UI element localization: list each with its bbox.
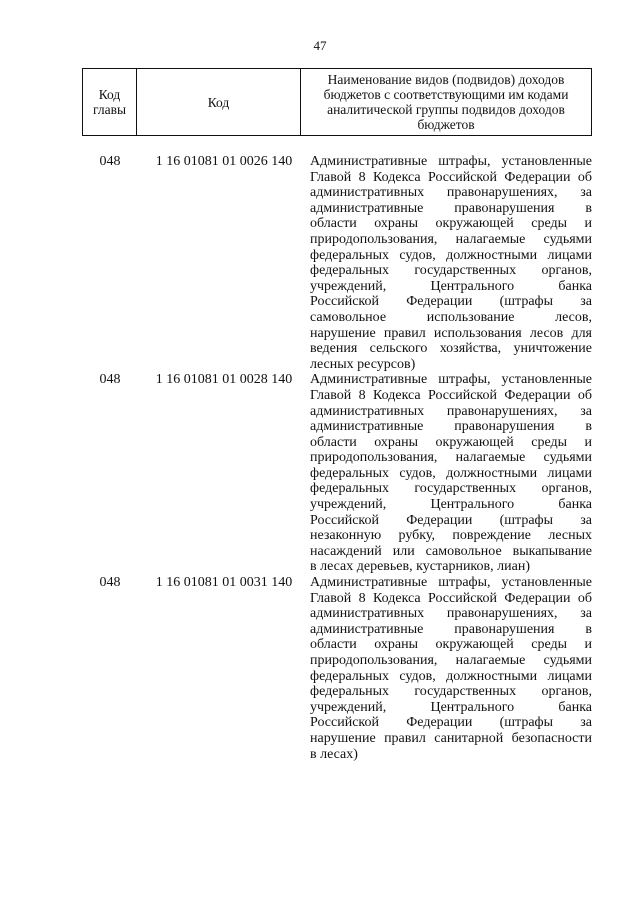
description-line: административные правонарушения в [310, 419, 592, 435]
description-cell [310, 372, 592, 575]
table-row [82, 372, 592, 575]
description-line: федеральных государственных органов, [310, 684, 592, 700]
description-line: административные правонарушения в [310, 200, 592, 216]
chapter-code-cell: 048 [99, 154, 121, 169]
description-cell [310, 154, 592, 372]
description-line: учреждений, Центрального банка [310, 699, 592, 715]
description-line: федеральных государственных органов, [310, 263, 592, 279]
description-line: федеральных судов, должностными лицами [310, 465, 592, 481]
header-chapter-code: Код главы [83, 69, 137, 136]
description-line: природопользования, налагаемые судьями [310, 653, 592, 668]
description-line: Российской Федерации (штрафы за [310, 715, 592, 731]
description-line: области охраны окружающей среды и [310, 637, 592, 653]
description-line: административных правонарушениях, за [310, 185, 592, 201]
chapter-code-cell: 048 [99, 372, 121, 388]
description-line: области охраны окружающей среды и [310, 434, 592, 450]
description-line: ведения сельского хозяйства, уничтожение [310, 341, 592, 357]
description-line: области охраны окружающей среды и [310, 216, 592, 232]
description-line: административные правонарушения в [310, 621, 592, 637]
description-line: Административные штрафы, установленные [310, 154, 592, 169]
description-line: Главой 8 Кодекса Российской Федерации об [310, 169, 592, 185]
description-line: нарушение правил использования лесов для [310, 325, 592, 341]
description-line: Главой 8 Кодекса Российской Федерации об [310, 387, 592, 403]
description-line: учреждений, Центрального банка [310, 278, 592, 294]
description-line: в лесах) [310, 746, 358, 762]
description-line: природопользования, налагаемые судьями [310, 450, 592, 466]
description-line: самовольное использование лесов, [310, 309, 592, 325]
description-line: административных правонарушениях, за [310, 606, 592, 622]
description-line: учреждений, Центрального банка [310, 497, 592, 513]
code-cell: 1 16 01081 01 0028 140 [155, 372, 293, 388]
description-line: Российской Федерации (штрафы за [310, 512, 592, 528]
description-line: незаконную рубку, повреждение лесных [310, 528, 592, 544]
table-row [82, 575, 592, 762]
description-line: Российской Федерации (штрафы за [310, 294, 592, 310]
description-line: федеральных судов, должностными лицами [310, 668, 592, 684]
header-name: Наименование видов (подвидов) доходов бюджетов с соответствующими им кодами аналитической группы подвидов доходов бюджетов [301, 69, 592, 136]
table-body [82, 154, 592, 762]
description-line: природопользования, налагаемые судьями [310, 231, 592, 247]
table-row [82, 154, 592, 372]
description-line: лесных ресурсов) [310, 356, 416, 372]
description-line: Административные штрафы, установленные [310, 372, 592, 388]
description-line: нарушение правил санитарной безопасности [310, 730, 592, 746]
description-line: Главой 8 Кодекса Российской Федерации об [310, 590, 592, 606]
table-header [82, 68, 592, 136]
description-line: федеральных государственных органов, [310, 481, 592, 497]
code-cell: 1 16 01081 01 0026 140 [155, 154, 293, 169]
description-line: в лесах деревьев, кустарников, лиан) [310, 559, 530, 575]
code-cell: 1 16 01081 01 0031 140 [155, 575, 293, 591]
description-line: Административные штрафы, установленные [310, 575, 592, 591]
chapter-code-cell: 048 [99, 575, 121, 591]
description-cell [310, 575, 592, 762]
page-number: 47 [313, 38, 327, 53]
header-code: Код [137, 69, 301, 136]
description-line: федеральных судов, должностными лицами [310, 247, 592, 263]
description-line: административных правонарушениях, за [310, 403, 592, 419]
description-line: насаждений или самовольное выкапывание [310, 543, 592, 559]
